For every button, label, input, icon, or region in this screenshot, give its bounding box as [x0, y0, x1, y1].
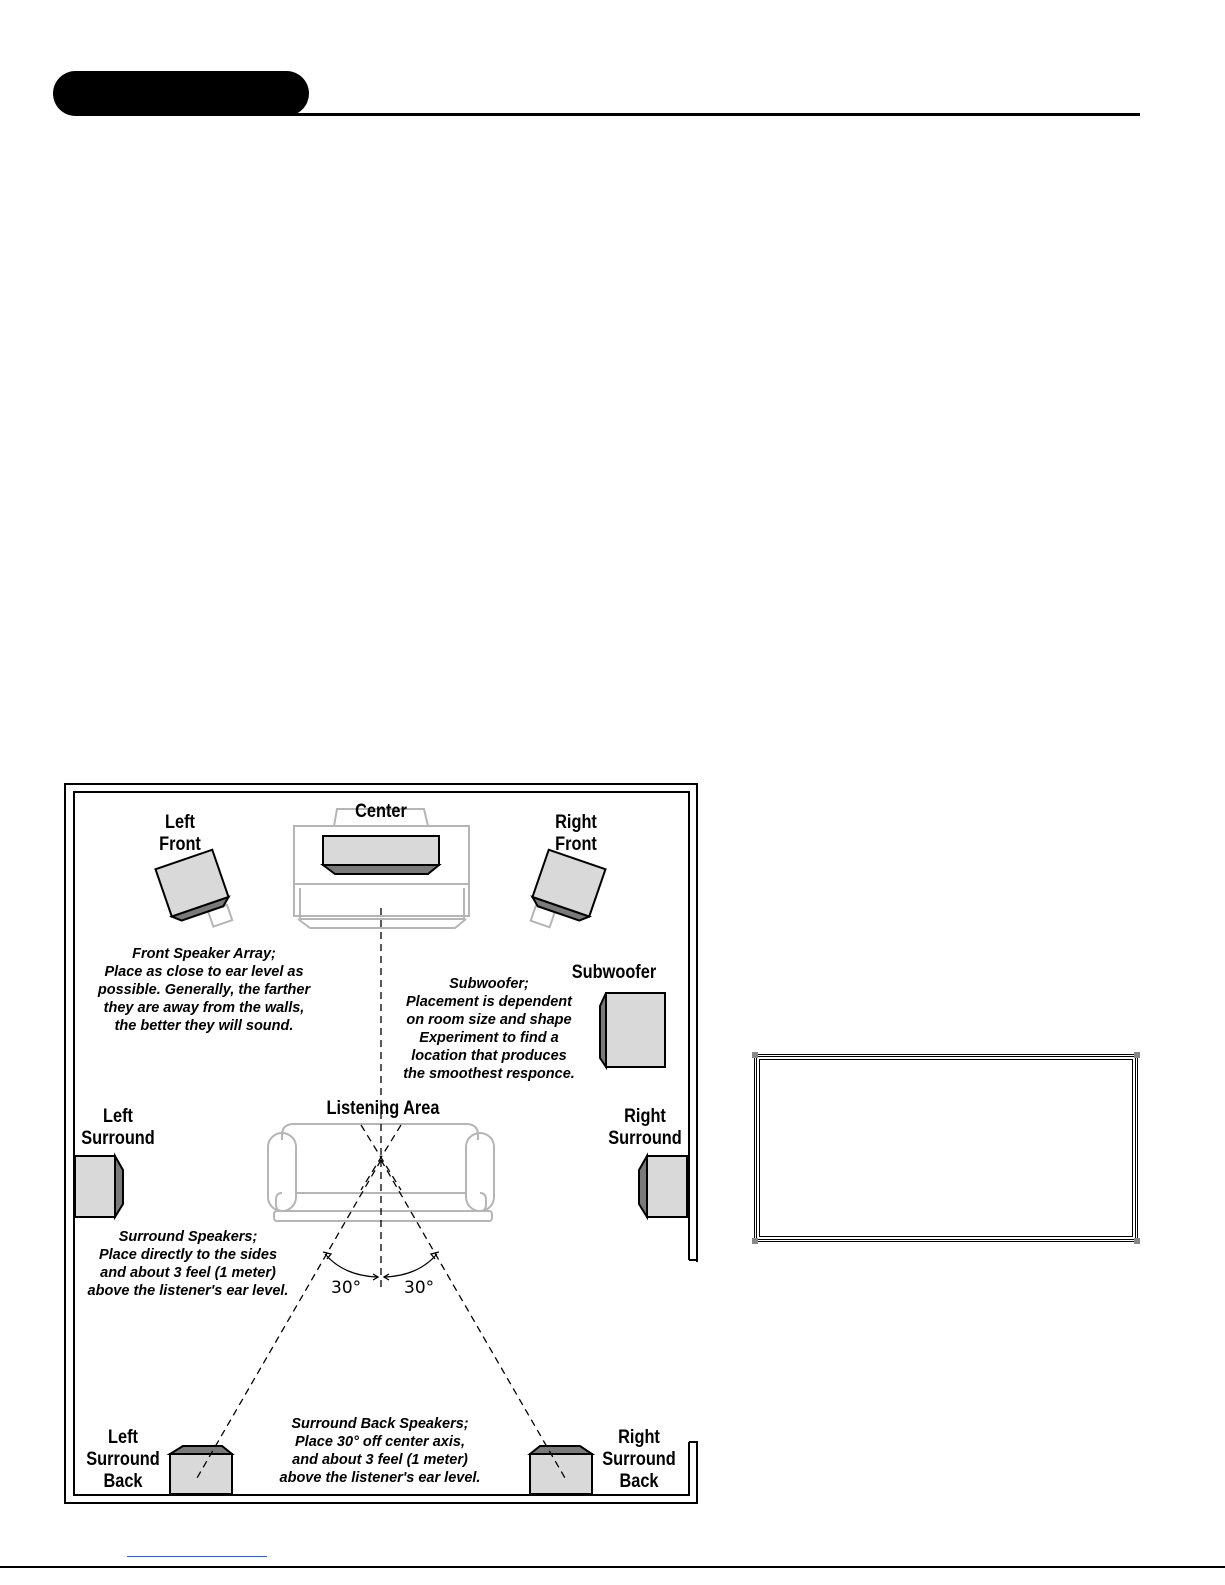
footer-link-underline[interactable]	[127, 1556, 267, 1557]
surround-speaker-note	[72, 1228, 304, 1300]
front-note-heading: Front Speaker Array;	[132, 946, 276, 962]
left-angle-label: 30°	[331, 1278, 362, 1298]
left-surround-speaker-icon	[75, 1156, 123, 1217]
left-front-speaker-icon	[156, 850, 236, 939]
left-surround-label: Left Surround	[81, 1106, 155, 1149]
left-front-label: Left Front	[159, 812, 201, 855]
front-note-body: Place as close to ear level as possible. Generally, the farther they are away from the walls, the better they will sound.	[97, 964, 311, 1034]
subwoofer-note	[384, 975, 594, 1083]
right-front-label: Right Front	[555, 812, 597, 855]
surround-note-body: Place directly to the sides and about 3 feel (1 meter) above the listener's ear level.	[87, 1247, 289, 1299]
right-surround-back-label: Right Surround Back	[602, 1427, 676, 1492]
surround-back-note-heading: Surround Back Speakers;	[291, 1416, 469, 1432]
front-speaker-note	[84, 945, 324, 1035]
right-angle-label: 30°	[404, 1278, 435, 1298]
box-corner	[752, 1238, 758, 1244]
listening-area-label: Listening Area	[326, 1098, 440, 1119]
box-corner	[1134, 1052, 1140, 1058]
subwoofer-note-body: Placement is dependent on room size and shape Experiment to find a location that produces the smoothest responce.	[403, 994, 575, 1082]
right-surround-back-speaker-icon	[530, 1446, 592, 1494]
box-corner	[752, 1052, 758, 1058]
surround-back-note-body: Place 30° off center axis, and about 3 feel (1 meter) above the listener's ear level.	[279, 1434, 481, 1486]
empty-note-box	[754, 1054, 1138, 1242]
footer-rule	[0, 1566, 1225, 1568]
wall-gap	[690, 1262, 699, 1441]
right-surround-label: Right Surround	[608, 1106, 682, 1149]
left-surround-back-label: Left Surround Back	[86, 1427, 160, 1492]
subwoofer-note-heading: Subwoofer;	[449, 976, 529, 992]
center-speaker-icon	[323, 836, 439, 874]
center-label: Center	[355, 801, 407, 822]
box-corner	[1134, 1238, 1140, 1244]
surround-back-note	[264, 1415, 496, 1487]
right-surround-speaker-icon	[639, 1156, 687, 1217]
subwoofer-icon	[600, 993, 665, 1067]
right-front-speaker-icon	[525, 850, 605, 939]
left-surround-back-speaker-icon	[170, 1446, 232, 1494]
subwoofer-label: Subwoofer	[571, 962, 657, 983]
surround-note-heading: Surround Speakers;	[118, 1229, 258, 1245]
